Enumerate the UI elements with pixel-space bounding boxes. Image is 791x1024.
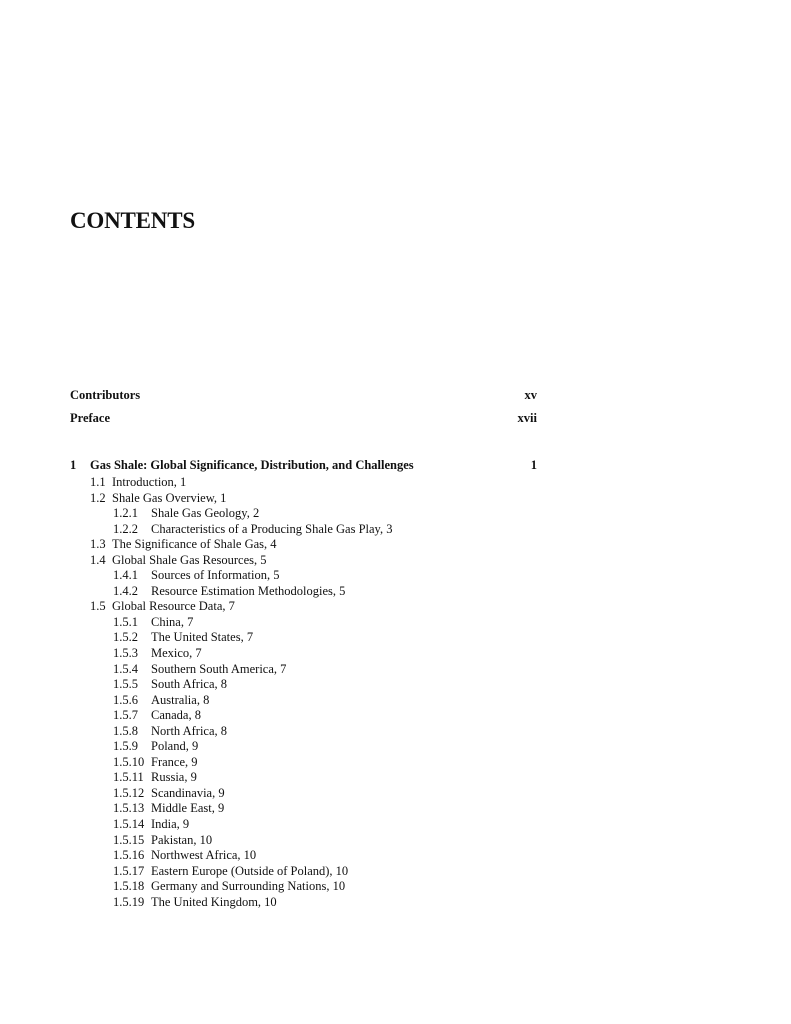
- toc-entry-number: 1.5.1: [113, 614, 138, 629]
- toc-section-entry[interactable]: [0, 475, 560, 491]
- toc-entry-number: 1.4.2: [113, 583, 138, 598]
- toc-subsection-entry[interactable]: [0, 770, 560, 786]
- toc-subsection-entry[interactable]: [0, 879, 560, 895]
- toc-entry-title: Introduction, 1: [112, 475, 187, 489]
- toc-section-entry[interactable]: [0, 537, 560, 553]
- toc-entry-title: Pakistan, 10: [151, 832, 213, 847]
- toc-entry-title: Southern South America, 7: [151, 661, 287, 676]
- toc-subsection-entry[interactable]: [0, 739, 560, 755]
- toc-subsection-entry[interactable]: [0, 864, 560, 880]
- toc-entry-number: 1.5.14: [113, 817, 145, 832]
- toc-entry-number: 1.5.11: [113, 770, 144, 785]
- toc-entry-number: 1.5.2: [113, 630, 138, 645]
- toc-subsection-entry[interactable]: [0, 615, 560, 631]
- toc-entry-title: Characteristics of a Producing Shale Gas Play, 3: [151, 521, 393, 536]
- toc-subsection-entry[interactable]: [0, 584, 560, 600]
- toc-entry-title: France, 9: [151, 754, 198, 769]
- toc-entry-title: Russia, 9: [151, 770, 197, 785]
- toc-entry-number: 1.5.6: [113, 692, 138, 707]
- toc-subsection-entry[interactable]: [0, 895, 560, 911]
- toc-front-label: Preface: [70, 411, 111, 425]
- toc-list: [0, 475, 560, 910]
- toc-subsection-entry[interactable]: [0, 833, 560, 849]
- toc-subsection-entry[interactable]: [0, 646, 560, 662]
- toc-subsection-entry[interactable]: [0, 801, 560, 817]
- toc-entry-title: Shale Gas Geology, 2: [151, 506, 260, 521]
- toc-entry-title: The United Kingdom, 10: [151, 894, 277, 909]
- toc-entry-title: Germany and Surrounding Nations, 10: [151, 879, 346, 894]
- toc-subsection-entry[interactable]: [0, 506, 560, 522]
- toc-entry-number: 1.2.1: [113, 506, 138, 521]
- page-title: CONTENTS: [70, 208, 195, 233]
- toc-entry-title: Australia, 8: [151, 692, 210, 707]
- toc-entry-number: 1.5.5: [113, 677, 138, 692]
- toc-entry-number: 1.5.4: [113, 661, 138, 676]
- toc-entry-title: Scandinavia, 9: [151, 785, 225, 800]
- toc-entry-number: 1.5: [90, 599, 106, 614]
- toc-page-number: xv: [524, 388, 537, 402]
- toc-entry-title: Eastern Europe (Outside of Poland), 10: [151, 863, 349, 878]
- toc-page-number: 1: [530, 458, 537, 472]
- toc-subsection-entry[interactable]: [0, 786, 560, 802]
- toc-front-preface[interactable]: [70, 410, 537, 426]
- toc-entry-number: 1.4.1: [113, 568, 138, 583]
- toc-entry-number: 1.5.7: [113, 708, 138, 723]
- toc-entry-title: India, 9: [151, 817, 190, 832]
- toc-subsection-entry[interactable]: [0, 755, 560, 771]
- chapter-number: 1: [70, 458, 77, 472]
- toc-entry-title: Resource Estimation Methodologies, 5: [151, 583, 346, 598]
- toc-entry-title: Global Shale Gas Resources, 5: [112, 552, 267, 567]
- toc-subsection-entry[interactable]: [0, 522, 560, 538]
- toc-subsection-entry[interactable]: [0, 817, 560, 833]
- toc-entry-title: North Africa, 8: [151, 723, 228, 738]
- toc-front-label: Contributors: [70, 388, 141, 402]
- toc-entry-title: Sources of Information, 5: [151, 568, 280, 583]
- toc-entry-number: 1.5.17: [113, 863, 145, 878]
- toc-entry-title: The United States, 7: [151, 630, 254, 645]
- toc-entry-title: The Significance of Shale Gas, 4: [112, 537, 277, 552]
- toc-entry-title: Northwest Africa, 10: [151, 848, 257, 863]
- toc-entry-title: Shale Gas Overview, 1: [112, 490, 227, 505]
- toc-entry-title: Middle East, 9: [151, 801, 225, 816]
- toc-entry-number: 1.5.8: [113, 723, 138, 738]
- toc-entry-number: 1.5.10: [113, 754, 145, 769]
- chapter-title: Gas Shale: Global Significance, Distribution, and Challenges: [90, 458, 414, 472]
- toc-entry-number: 1.5.18: [113, 879, 145, 894]
- toc-page-number: xvii: [517, 411, 537, 425]
- toc-entry-number: 1.5.16: [113, 848, 145, 863]
- toc-subsection-entry[interactable]: [0, 848, 560, 864]
- toc-entry-title: Mexico, 7: [151, 646, 202, 661]
- toc-entry-number: 1.5.3: [113, 646, 138, 661]
- toc-entry-number: 1.2.2: [113, 521, 138, 536]
- toc-subsection-entry[interactable]: [0, 708, 560, 724]
- toc-entry-number: 1.5.15: [113, 832, 145, 847]
- toc-chapter-1[interactable]: [70, 457, 537, 473]
- toc-entry-number: 1.5.13: [113, 801, 145, 816]
- toc-entry-number: 1.4: [90, 552, 106, 567]
- toc-entry-number: 1.5.9: [113, 739, 138, 754]
- toc-subsection-entry[interactable]: [0, 662, 560, 678]
- toc-subsection-entry[interactable]: [0, 693, 560, 709]
- toc-section-entry[interactable]: [0, 599, 560, 615]
- toc-entry-number: 1.5.19: [113, 894, 145, 909]
- toc-subsection-entry[interactable]: [0, 724, 560, 740]
- toc-entry-number: 1.2: [90, 490, 106, 505]
- toc-entry-title: South Africa, 8: [151, 677, 228, 692]
- toc-entry-number: 1.3: [90, 537, 106, 552]
- toc-entry-number: 1.1: [90, 475, 106, 489]
- toc-front-contributors[interactable]: [70, 387, 537, 403]
- toc-section-entry[interactable]: [0, 491, 560, 507]
- toc-section-entry[interactable]: [0, 553, 560, 569]
- toc-entry-title: China, 7: [151, 614, 194, 629]
- toc-entry-number: 1.5.12: [113, 785, 145, 800]
- toc-subsection-entry[interactable]: [0, 568, 560, 584]
- toc-entry-title: Poland, 9: [151, 739, 199, 754]
- toc-subsection-entry[interactable]: [0, 677, 560, 693]
- toc-subsection-entry[interactable]: [0, 630, 560, 646]
- toc-entry-title: Canada, 8: [151, 708, 201, 723]
- toc-entry-title: Global Resource Data, 7: [112, 599, 235, 614]
